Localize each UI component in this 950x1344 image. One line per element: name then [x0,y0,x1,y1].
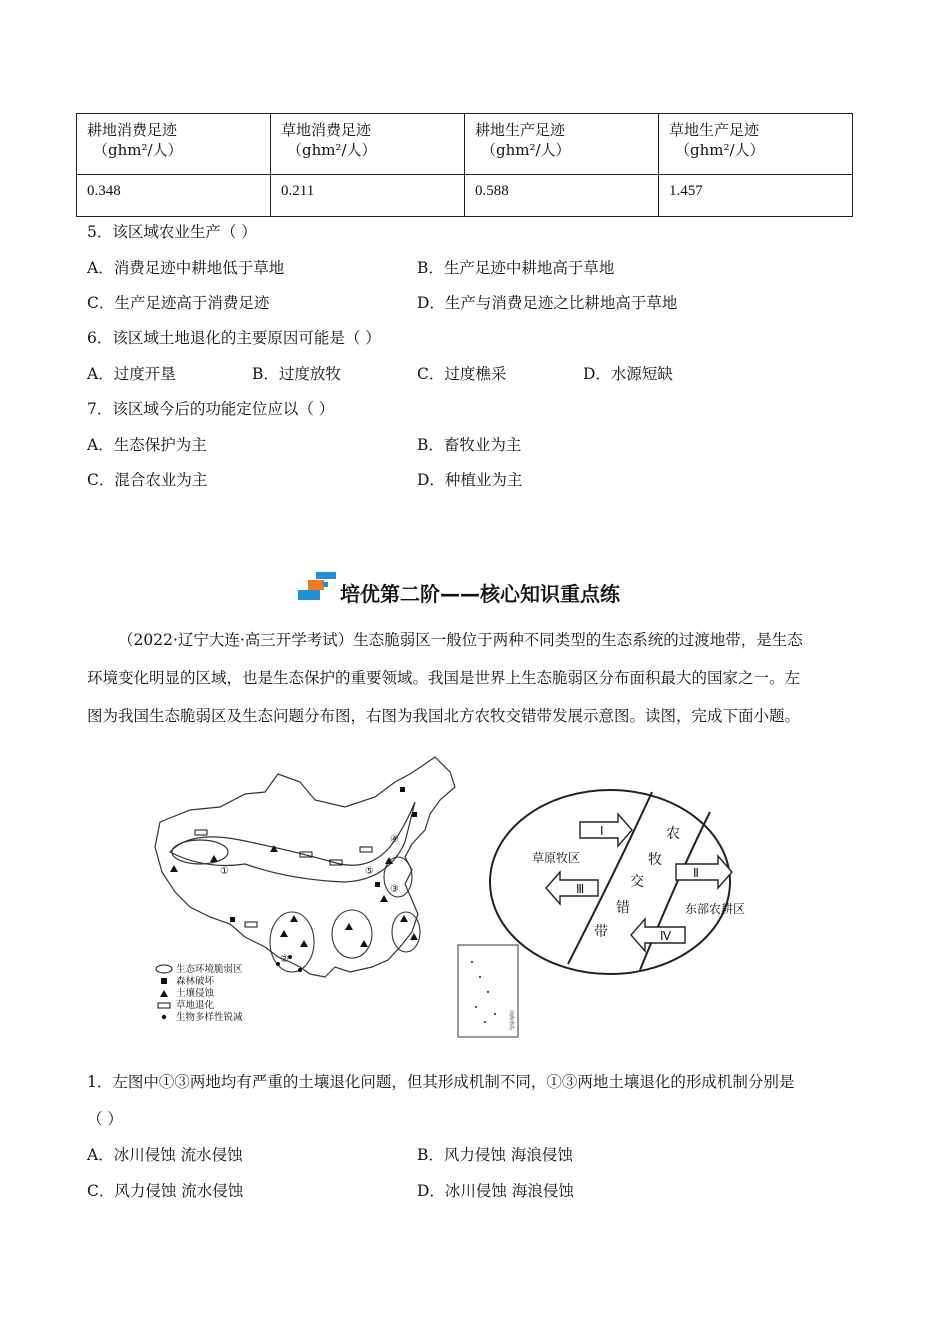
legend-erosion-icon [160,990,168,997]
legend-zone-icon [156,965,172,973]
q5-option-d[interactable]: D．生产与消费足迹之比耕地高于草地 [417,294,678,312]
fragile-zone [170,802,415,882]
arrow-label: Ⅰ [600,824,604,838]
q1-option-b[interactable]: B．风力侵蚀 海浪侵蚀 [417,1146,573,1164]
legend-forest-icon [161,978,167,984]
legend-item: 草地退化 [176,1000,215,1011]
map-legend [156,963,243,1023]
figure [150,752,750,1047]
q1-option-c[interactable]: C．风力侵蚀 流水侵蚀 [87,1182,244,1200]
q6-option-a[interactable]: A．过度开垦 [87,365,176,383]
arrow-label: Ⅲ [576,882,585,896]
china-map [155,757,518,1037]
q7-option-b[interactable]: B．畜牧业为主 [417,436,522,454]
table-header-cell: 耕地消费足迹 （ghm²/人） [77,114,271,175]
forest-damage-markers [230,787,417,922]
q7-option-a[interactable]: A．生态保护为主 [87,436,207,454]
q5-option-b[interactable]: B．生产足迹中耕地高于草地 [417,259,615,277]
q6-option-c[interactable]: C．过度樵采 [417,365,507,383]
footprint-table [76,113,853,217]
map-marker-5: ⑤ [365,866,374,877]
table-header-cell: 耕地生产足迹 （ghm²/人） [465,114,659,175]
arrow-label: Ⅱ [693,866,699,880]
legend-item: 土壤侵蚀 [176,988,215,999]
inset-islands [471,961,496,1023]
table-header-cell: 草地消费足迹 （ghm²/人） [271,114,465,175]
q7-option-c[interactable]: C．混合农业为主 [87,471,208,489]
passage-line: （2022·辽宁大连·高三开学考试）生态脆弱区一般位于两种不同类型的生态系统的过渡地带，是生态 [118,631,803,649]
arrow-1 [580,814,632,846]
legend-item: 生物多样性锐减 [176,1012,243,1023]
question-1-stem: 1．左图中①③两地均有严重的土壤退化问题，但其形成机制不同，①③两地土壤退化的形成机制分别是 [87,1073,795,1091]
table-header-cell: 草地生产足迹 （ghm²/人） [659,114,853,175]
q6-option-d[interactable]: D．水源短缺 [583,365,673,383]
question-5-stem: 5．该区域农业生产（ ） [87,223,257,241]
figure-svg [150,752,750,1047]
question-6-stem: 6．该区域土地退化的主要原因可能是（ ） [87,329,381,347]
section-logo-icon [298,572,338,602]
legend-item: 生态环境脆弱区 [176,964,243,975]
inset-label: 南海诸岛 [508,1010,514,1031]
belt-char: 牧 [648,852,662,868]
legend-grass-icon [158,1003,170,1008]
ecotone-diagram [490,790,745,974]
belt-label [594,826,680,940]
map-markers [220,834,399,965]
soil-erosion-markers [170,845,418,947]
passage-line: 环境变化明显的区域，也是生态保护的重要领域。我国是世界上生态脆弱区分布面积最大的国家之一。左 [87,669,801,687]
map-marker-3: ③ [390,884,399,895]
question-7-stem: 7．该区域今后的功能定位应以（ ） [87,400,335,418]
grassland-zone-label: 草原牧区 [532,851,581,865]
belt-char: 农 [666,826,680,842]
arrow-label: Ⅳ [660,929,672,943]
fragile-zone [392,912,420,952]
table-cell: 1.457 [659,175,853,217]
belt-char: 错 [616,900,630,916]
table-row [77,175,853,217]
legend-bio-icon [162,1015,166,1019]
arrow-2 [676,856,732,888]
farming-zone-label: 东部农耕区 [685,902,746,916]
belt-char: 带 [594,924,608,940]
belt-char: 交 [630,874,644,890]
passage-line: 图为我国生态脆弱区及生态问题分布图，右图为我国北方农牧交错带发展示意图。读图，完成下面小题。 [87,707,801,725]
fragile-zone [332,910,372,958]
q5-option-c[interactable]: C．生产足迹高于消费足迹 [87,294,270,312]
question-1-stem-cont: （ ） [87,1110,123,1128]
section-title-text: 培优第二阶——核心知识重点练 [340,582,620,606]
q7-option-d[interactable]: D．种植业为主 [417,471,523,489]
map-marker-4: ④ [390,834,399,845]
q6-option-b[interactable]: B．过度放牧 [252,365,341,383]
arrow-4 [631,919,685,951]
legend-item: 森林破坏 [176,976,215,987]
q1-option-a[interactable]: A．冰川侵蚀 流水侵蚀 [87,1146,243,1164]
table-header-row [77,114,853,175]
table-cell: 0.348 [77,175,271,217]
table-cell: 0.211 [271,175,465,217]
table-cell: 0.588 [465,175,659,217]
map-marker-1: ① [220,866,229,877]
passage [87,621,857,735]
map-marker-2: ② [280,954,289,965]
q5-option-a[interactable]: A．消费足迹中耕地低于草地 [87,259,285,277]
arrow-3 [546,872,598,904]
q1-option-d[interactable]: D．冰川侵蚀 海浪侵蚀 [417,1182,574,1200]
